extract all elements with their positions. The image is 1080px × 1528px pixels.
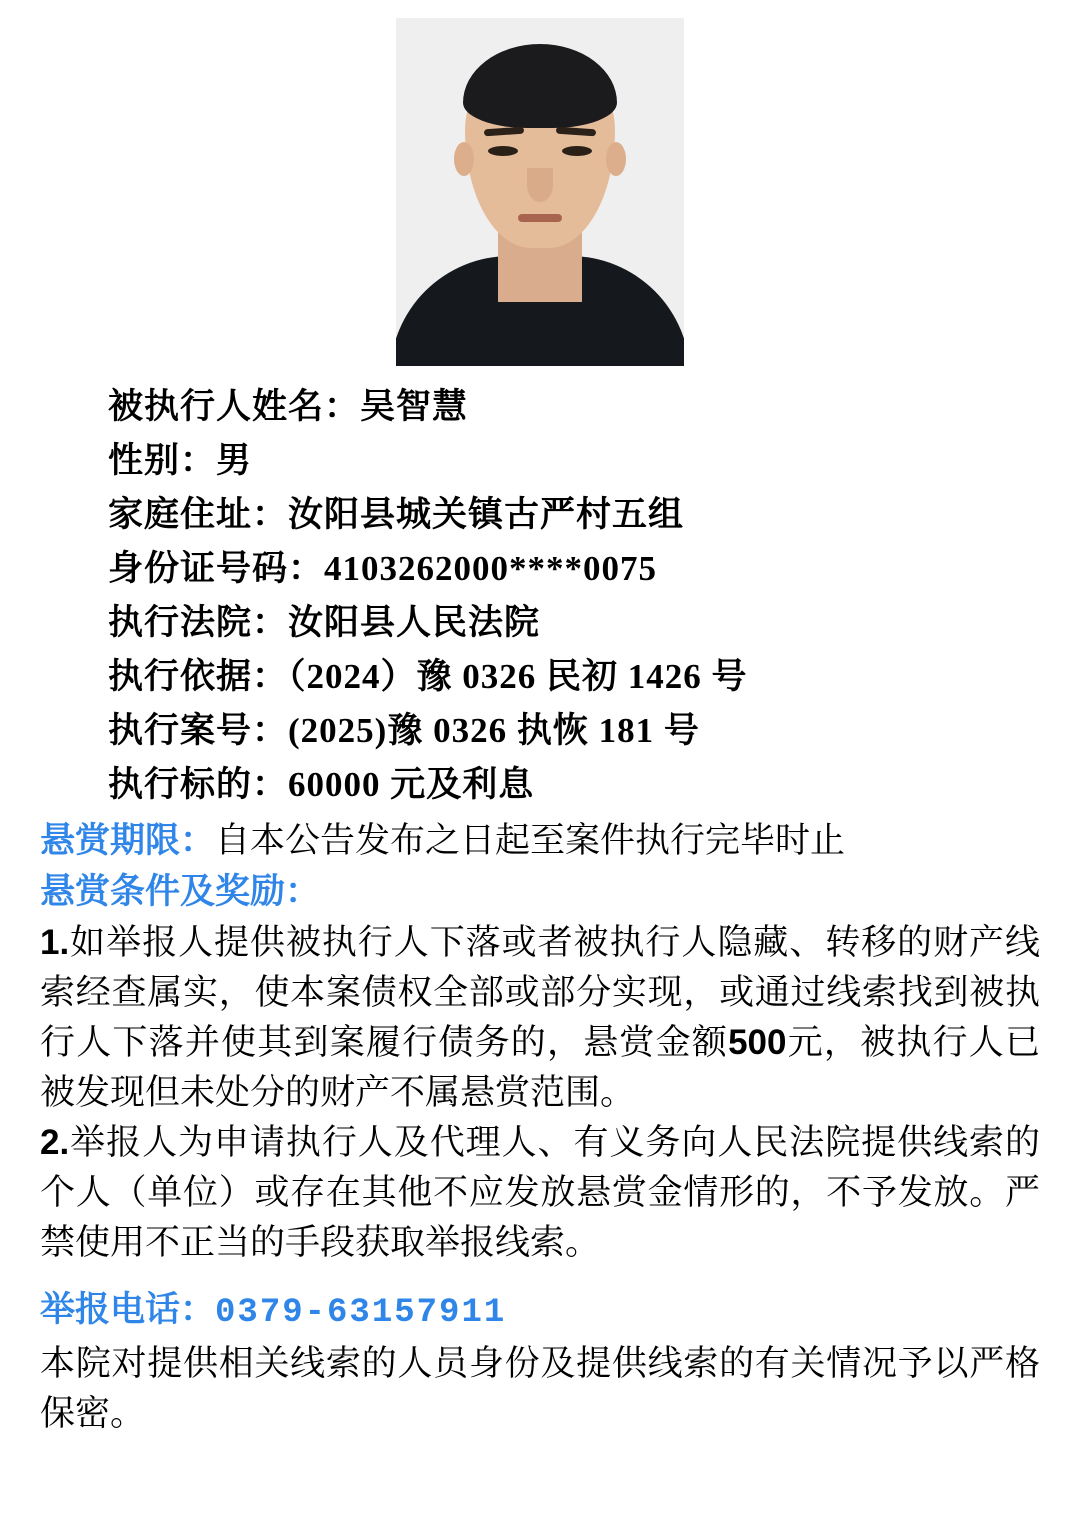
report-phone-label: 举报电话： <box>40 1290 216 1329</box>
info-label-name: 被执行人姓名： <box>108 387 361 426</box>
subject-photo <box>396 18 684 366</box>
bounty-term-1-amount: 500 <box>728 1023 787 1062</box>
bounty-term-1-text-a: 如举报人提供被执行人下落或者被执行人隐藏、转移的财产线索经查属实，使本案债权全部或部分实现，或通过线索找到被执行人下落并使其到案履行债务的，悬赏金额 <box>40 923 1040 1062</box>
right-ear-shape <box>606 142 626 176</box>
info-row-case-number <box>108 704 1080 758</box>
bounty-period-label: 悬赏期限： <box>40 821 216 860</box>
bounty-term-1-number: 1. <box>40 923 70 962</box>
bounty-term-1-text-b: 元，被执行人已被发现但未处分的财产不属悬赏范围。 <box>40 1023 1040 1112</box>
info-label-basis: 执行依据： <box>108 657 289 696</box>
bounty-term-2-text: 举报人为申请执行人及代理人、有义务向人民法院提供线索的个人（单位）或存在其他不应发放悬赏金情形的，不予发放。严禁使用不正当的手段获取举报线索。 <box>40 1123 1040 1262</box>
bounty-period-value: 自本公告发布之日起至案件执行完毕时止 <box>215 821 846 860</box>
info-label-address: 家庭住址： <box>108 495 289 534</box>
info-value-amount: 60000 元及利息 <box>288 765 535 804</box>
photo-container <box>0 0 1080 366</box>
info-value-basis: （2024）豫 0326 民初 1426 号 <box>288 657 748 696</box>
info-value-address: 汝阳县城关镇古严村五组 <box>288 495 685 534</box>
info-label-case-number: 执行案号： <box>108 711 289 750</box>
confidentiality-note: 本院对提供相关线索的人员身份及提供线索的有关情况予以严格保密。 <box>40 1344 1040 1433</box>
info-row-gender <box>108 434 1080 488</box>
info-label-amount: 执行标的： <box>108 765 289 804</box>
info-row-court <box>108 596 1080 650</box>
info-label-court: 执行法院： <box>108 603 289 642</box>
bounty-terms-label: 悬赏条件及奖励： <box>40 872 321 911</box>
bounty-term-2-number: 2. <box>40 1123 70 1162</box>
left-ear-shape <box>454 142 474 176</box>
subject-info-list <box>0 380 1080 812</box>
report-phone-line <box>40 1284 1040 1339</box>
bounty-terms-heading <box>40 866 1040 918</box>
info-label-id-number: 身份证号码： <box>108 549 325 588</box>
bounty-section <box>0 812 1080 1439</box>
info-value-gender: 男 <box>216 441 253 480</box>
mouth-shape <box>518 214 562 222</box>
bounty-term-2 <box>40 1118 1040 1268</box>
info-row-name <box>108 380 1080 434</box>
info-row-address <box>108 488 1080 542</box>
bounty-term-1 <box>40 918 1040 1118</box>
info-value-case-number: (2025)豫 0326 执恢 181 号 <box>288 711 700 750</box>
info-row-id-number <box>108 542 1080 596</box>
info-value-name: 吴智慧 <box>360 387 469 426</box>
right-eye-shape <box>562 146 592 156</box>
info-value-id-number: 4103262000****0075 <box>324 549 658 588</box>
bounty-period-line <box>40 816 1040 866</box>
info-row-amount <box>108 758 1080 812</box>
report-phone-number[interactable]: 0379-63157911 <box>215 1294 507 1332</box>
info-value-court: 汝阳县人民法院 <box>288 603 541 642</box>
info-row-basis <box>108 650 1080 704</box>
left-eye-shape <box>488 146 518 156</box>
info-label-gender: 性别： <box>108 441 217 480</box>
nose-shape <box>527 168 553 202</box>
